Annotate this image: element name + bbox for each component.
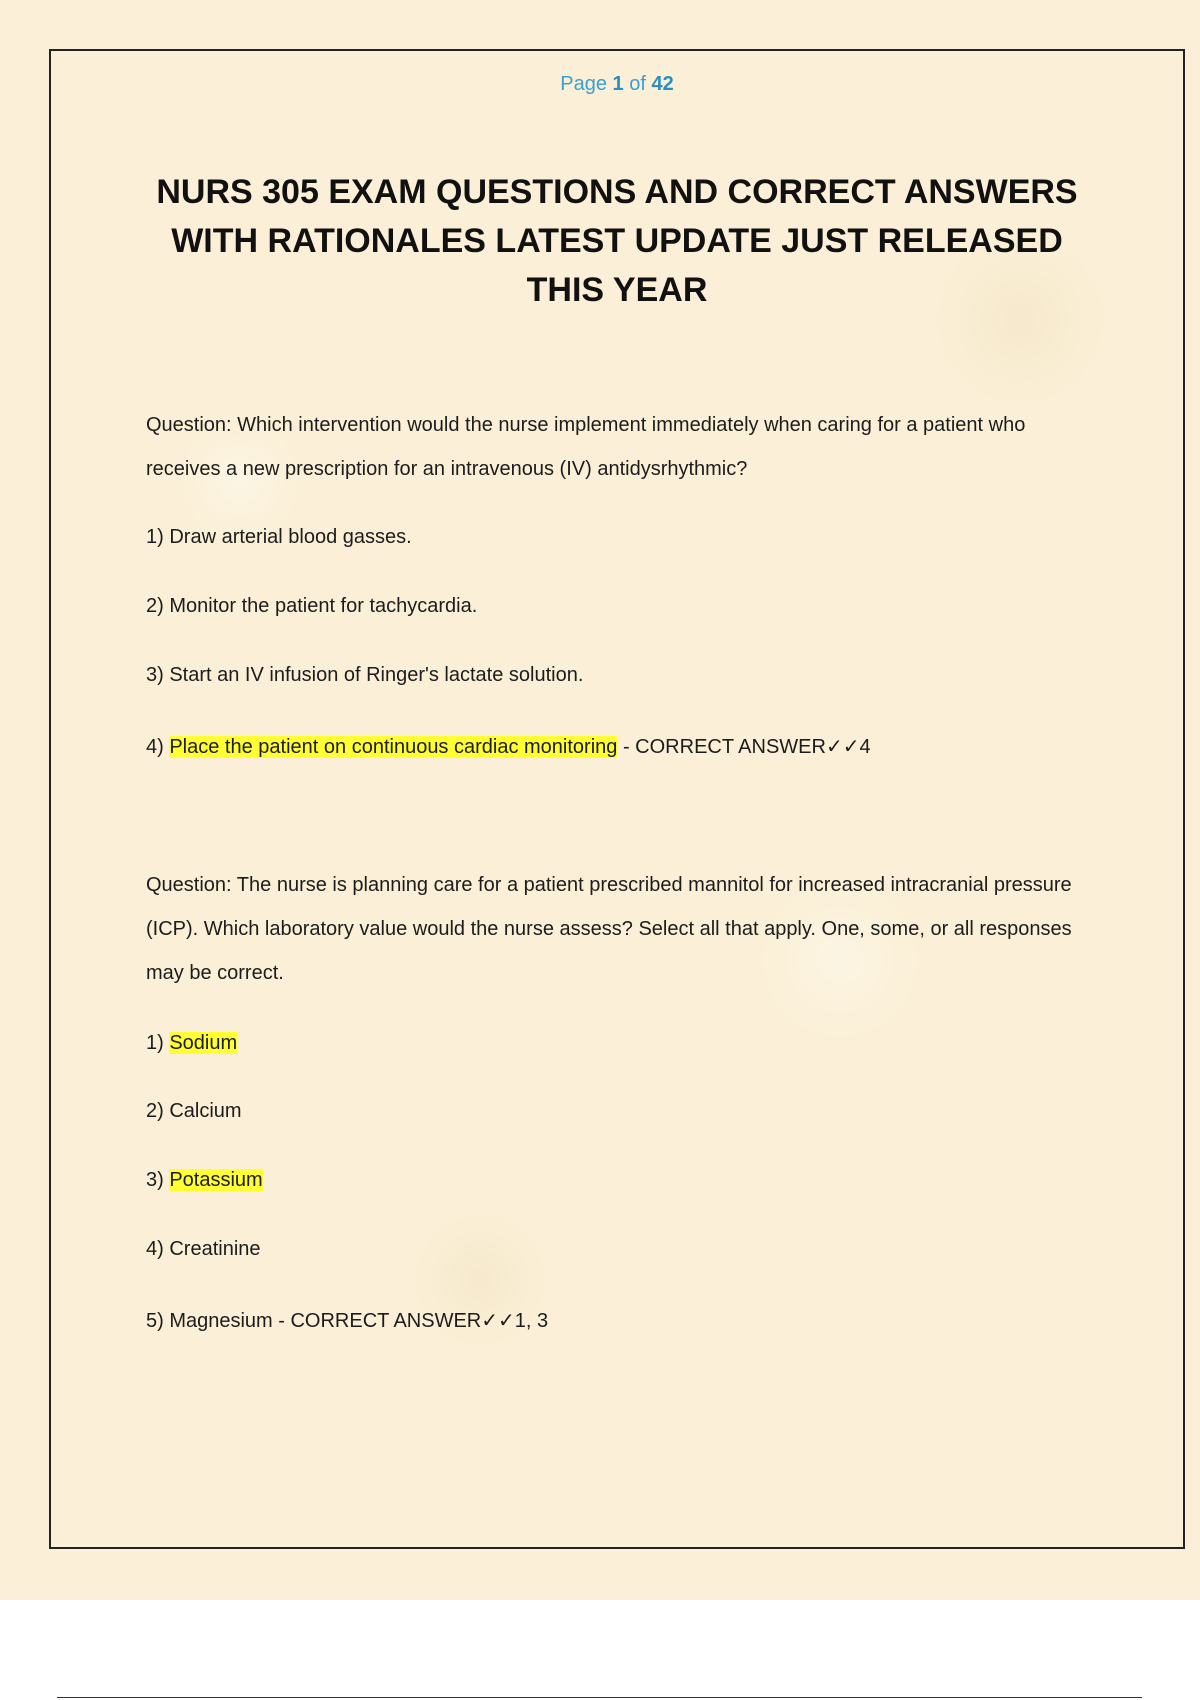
highlighted-answer: Place the patient on continuous cardiac monitoring [169,736,618,758]
highlighted-answer: Potassium [169,1169,263,1191]
question-2-option-1 [146,1029,237,1057]
option-number: 3) [146,1169,170,1191]
question-2-option-4: 4) Creatinine [146,1238,261,1260]
correct-answer-note: - CORRECT ANSWER✓✓4 [617,736,871,758]
footer-rule [57,1697,1142,1698]
question-1-option-4 [146,733,871,761]
question-2-text: Question: The nurse is planning care for a patient prescribed mannitol for increased intracranial pressure (ICP). Which laboratory value would the nurse assess? Select all that apply. One, some, or all responses may be correct. [146,874,1072,984]
page-number [0,73,1200,96]
option-number: 1) [146,1032,170,1054]
question-1-option-3: 3) Start an IV infusion of Ringer's lactate solution. [146,664,584,686]
document-title: NURS 305 EXAM QUESTIONS AND CORRECT ANSWERS WITH RATIONALES LATEST UPDATE JUST RELEASED THIS YEAR [156,173,1078,309]
question-1-option-1: 1) Draw arterial blood gasses. [146,526,412,548]
highlighted-answer: Sodium [169,1032,238,1054]
option-number: 4) [146,736,170,758]
question-1-text: Question: Which intervention would the nurse implement immediately when caring for a patient who receives a new prescription for an intravenous (IV) antidysrhythmic? [146,414,1026,480]
question-2-option-5: 5) Magnesium - CORRECT ANSWER✓✓1, 3 [146,1310,549,1332]
page-of-label: of [623,73,652,95]
page-total: 42 [651,73,674,95]
question-2-option-3 [146,1166,263,1194]
question-2-option-2: 2) Calcium [146,1100,242,1122]
question-1-option-2: 2) Monitor the patient for tachycardia. [146,595,478,617]
page-label: Page [560,73,613,95]
page-current: 1 [612,73,624,95]
